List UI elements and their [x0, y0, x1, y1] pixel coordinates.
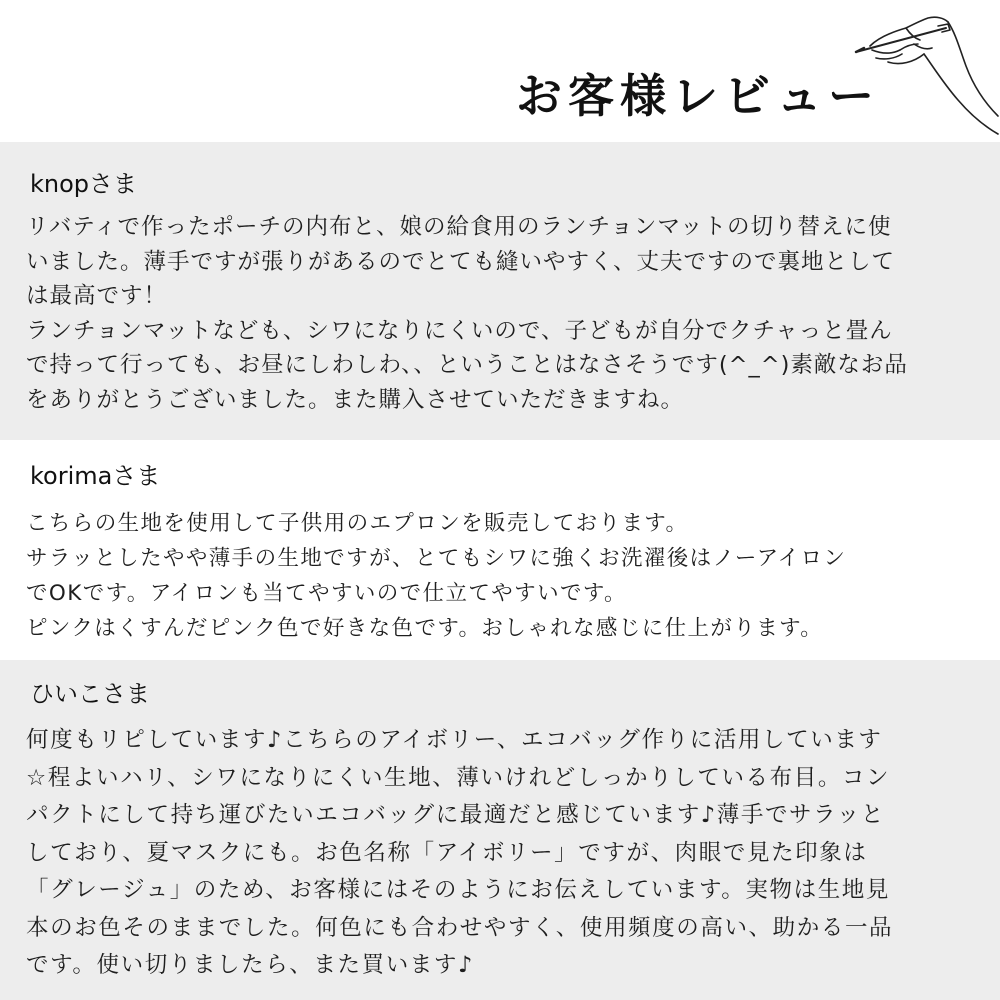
header — [0, 0, 1000, 142]
review-card — [0, 660, 1000, 1000]
reviewer-name: ひいこさま — [30, 680, 150, 708]
reviewer-name: korimaさま — [30, 462, 161, 490]
review-card — [0, 142, 1000, 440]
page-title: お客様レビュー — [516, 69, 880, 123]
hand-writing-with-pen-icon — [848, 4, 1000, 144]
review-card — [0, 440, 1000, 660]
reviewer-name: knopさま — [30, 170, 138, 198]
review-text: こちらの生地を使用して子供用のエプロンを販売しております。 サラッとしたやや薄手の生地ですが、とてもシワに強くお洗濯後はノーアイロン でOKです。アイロンも当てやすいので仕立てやすいです。 ピンクはくすんだピンク色で好きな色です。おしゃれな感じに仕上がります。 — [26, 511, 847, 641]
review-text: 何度もリピしています♪こちらのアイボリー、エコバッグ作りに活用しています ☆程よいハリ、シワになりにくい生地、薄いけれどしっかりしている布目。コン パクトにして持ち運びたいエコバッグに最適だと感じています♪薄手でサラッと しており、夏マスクにも。お色名称「アイボリー」ですが、肉眼で見た印象は 「グレージュ」のため、お客様にはそのようにお伝えしています。実物は生地見 本のお色そのままでした。何色にも合わせやすく、使用頻度の高い、助かる一品 です。使い切りましたら、また買います♪ — [26, 727, 894, 978]
review-text: リバティで作ったポーチの内布と、娘の給食用のランチョンマットの切り替えに使 いました。薄手ですが張りがあるのでとても縫いやすく、丈夫ですので裏地として は最高です！ ランチョンマットなども、シワになりにくいので、子どもが自分でクチャっと畳ん で持って行っても、お昼にしわしわ、、ということはなさそうです(^_^)素敵なお品 をありがとうございました。また購入させていただきますね。 — [26, 214, 908, 413]
